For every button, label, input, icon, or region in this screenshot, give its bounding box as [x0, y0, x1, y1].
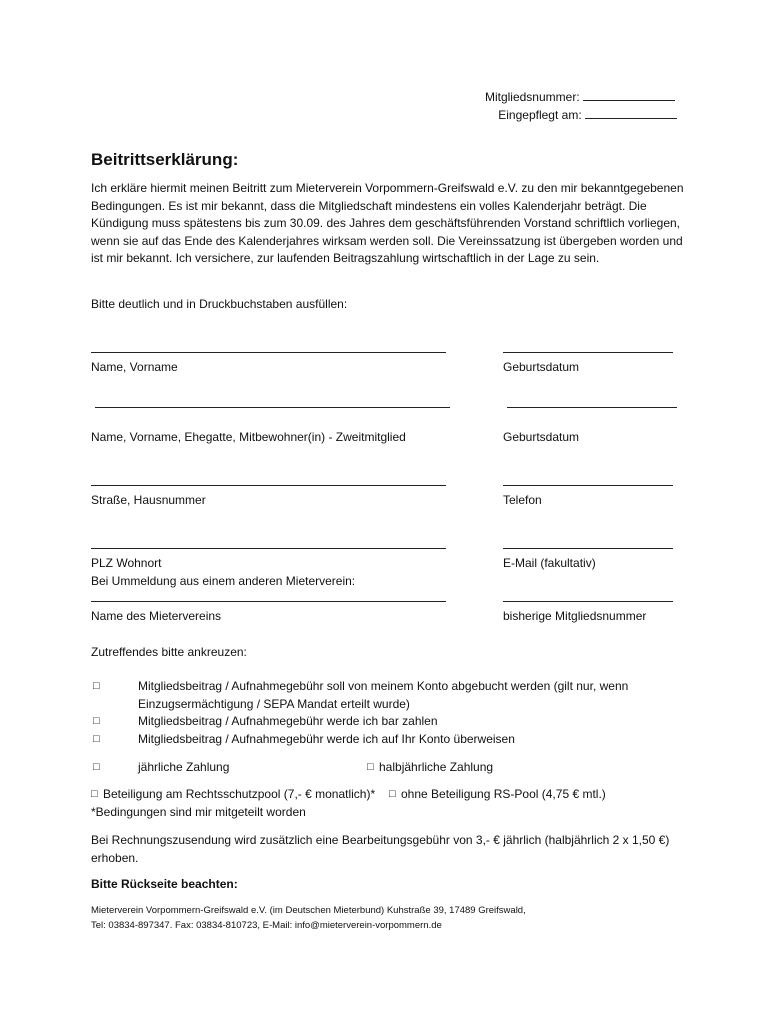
invoice-note: Bei Rechnungszusendung wird zusätzlich eine Bearbeitungsgebühr von 3,- € jährlich (halbjährlich 2 x 1,50 €) erhoben. — [91, 833, 670, 865]
member-number-blank[interactable] — [583, 89, 675, 101]
member-number-field[interactable] — [485, 89, 675, 104]
transfer-note: Bei Ummeldung aus einem anderen Mieterverein: — [91, 574, 356, 588]
no-rs-pool-checkbox[interactable]: □ — [389, 788, 396, 800]
birthdate2-label: Geburtsdatum — [503, 430, 580, 444]
footer-contact: Tel: 03834-897347. Fax: 03834-810723, E-Mail: info@mieterverein-vorpommern.de — [91, 920, 442, 931]
name-label: Name, Vorname — [91, 360, 178, 374]
cash-label: Mitgliedsbeitrag / Aufnahmegebühr werde ich bar zahlen — [138, 714, 438, 728]
debit-checkbox[interactable]: □ — [93, 680, 100, 692]
yearly-checkbox[interactable]: □ — [93, 761, 100, 773]
phone-label: Telefon — [503, 493, 542, 507]
street-label: Straße, Hausnummer — [91, 493, 206, 507]
transfer-label: Mitgliedsbeitrag / Aufnahmegebühr werde ich auf Ihr Konto überweisen — [138, 732, 515, 746]
entered-on-blank[interactable] — [585, 107, 677, 119]
debit-label-1: Mitgliedsbeitrag / Aufnahmegebühr soll von meinem Konto abgebucht werden (gilt nur, wenn — [138, 679, 629, 693]
member-number-label: Mitgliedsnummer: — [484, 90, 580, 104]
street-input-line[interactable] — [91, 485, 446, 486]
no-rs-pool-label: ohne Beteiligung RS-Pool (4,75 € mtl.) — [401, 787, 606, 801]
intro-paragraph: Ich erkläre hiermit meinen Beitritt zum Mieterverein Vorpommern-Greifswald e.V. zu den mir bekanntgegebenen Bedingungen. Es ist mir bekannt, dass die Mitgliedschaft mindestens ein volles Kalenderjahr beträgt. Die Kündigung muss spätestens bis zum 30.09. des Jahres dem geschäftsführenden Vorstand schriftlich vorliegen, wenn sie auf das Ende des Kalenderjahres wirksam werden soll. Die Vereinssatzung ist übergeben worden und ist mir bekannt. Ich versichere, zur laufenden Beitragszahlung wirtschaftlich in der Lage zu sein. — [91, 181, 684, 266]
phone-input-line[interactable] — [503, 485, 673, 486]
name-input-line[interactable] — [91, 352, 446, 353]
birthdate-input-line[interactable] — [503, 352, 673, 353]
name2-input-line[interactable] — [95, 407, 450, 408]
transfer-checkbox[interactable]: □ — [93, 733, 100, 745]
footer-address: Mieterverein Vorpommern-Greifswald e.V. (im Deutschen Mieterbund) Kuhstraße 39, 17489 Greifswald, — [91, 905, 526, 916]
conditions-note: *Bedingungen sind mir mitgeteilt worden — [91, 805, 306, 819]
city-input-line[interactable] — [91, 548, 446, 549]
prev-number-input-line[interactable] — [503, 601, 673, 602]
rs-pool-checkbox[interactable]: □ — [91, 788, 98, 800]
check-heading: Zutreffendes bitte ankreuzen: — [91, 645, 247, 659]
name2-label: Name, Vorname, Ehegatte, Mitbewohner(in) - Zweitmitglied — [91, 430, 406, 444]
debit-label-2: Einzugsermächtigung / SEPA Mandat erteilt wurde) — [138, 697, 410, 711]
entered-on-field[interactable] — [498, 107, 677, 122]
half-yearly-checkbox[interactable]: □ — [367, 761, 374, 773]
rs-pool-label: Beteiligung am Rechtsschutzpool (7,- € monatlich)* — [103, 787, 376, 801]
back-note: Bitte Rückseite beachten: — [91, 877, 238, 891]
email-label: E-Mail (fakultativ) — [503, 556, 596, 570]
instruction-text: Bitte deutlich und in Druckbuchstaben ausfüllen: — [91, 297, 348, 311]
prev-club-label: Name des Mietervereins — [91, 609, 222, 623]
page-title: Beitrittserklärung: — [91, 150, 239, 169]
city-label: PLZ Wohnort — [91, 556, 162, 570]
email-input-line[interactable] — [503, 548, 673, 549]
birthdate2-input-line[interactable] — [507, 407, 677, 408]
yearly-label: jährliche Zahlung — [138, 760, 230, 774]
cash-checkbox[interactable]: □ — [93, 715, 100, 727]
entered-on-label: Eingepflegt am: — [498, 108, 582, 122]
prev-club-input-line[interactable] — [91, 601, 446, 602]
half-yearly-label: halbjährliche Zahlung — [379, 760, 494, 774]
prev-number-label: bisherige Mitgliedsnummer — [503, 609, 647, 623]
birthdate-label: Geburtsdatum — [503, 360, 580, 374]
